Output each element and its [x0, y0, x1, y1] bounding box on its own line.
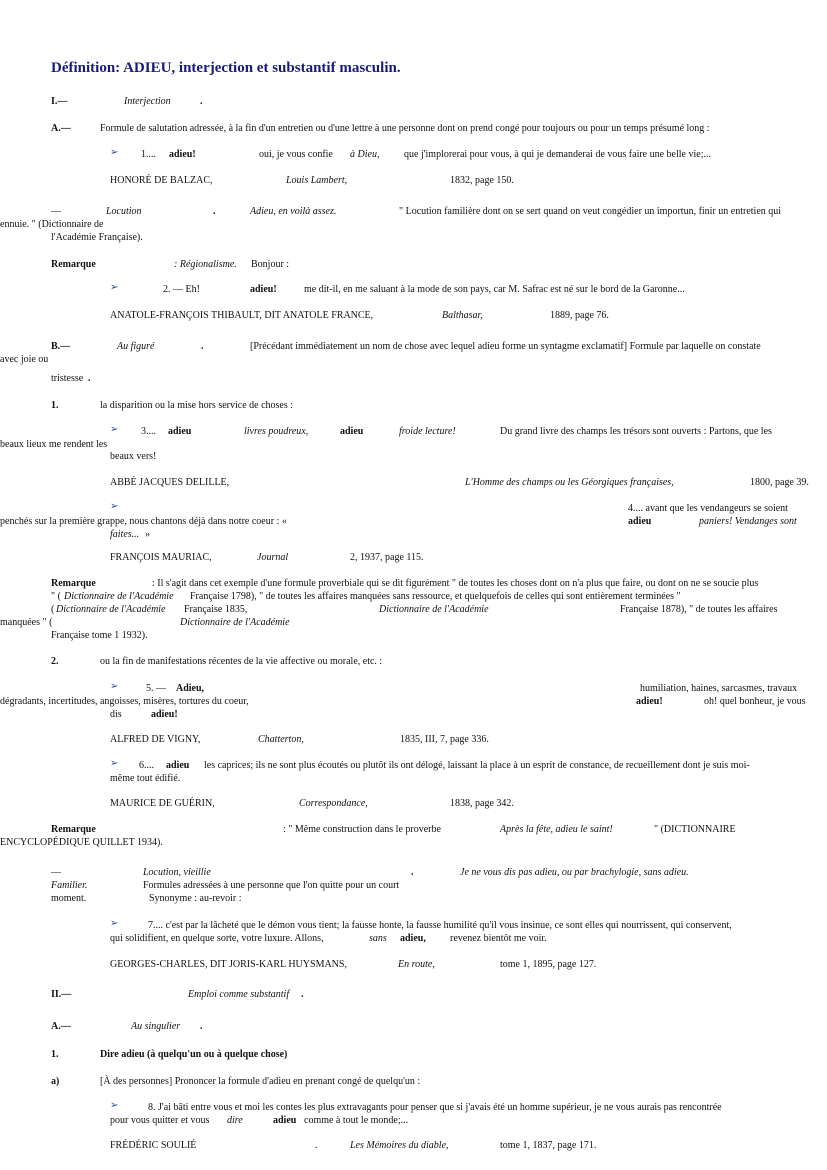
- example-text: que j'implorerai pour vous, à qui je demanderai de vous faire une belle vie;...: [404, 149, 711, 160]
- definition-text: Formule de salutation adressée, à la fin d'un entretien ou d'une lettre à une personne dont on prend congé pour toujours ou pour un temps présumé long :: [100, 123, 710, 134]
- remark-text: Française 1878), " de toutes les affaires: [620, 604, 778, 615]
- example-text: même tout édifié.: [110, 773, 181, 784]
- source-ref: 1800, page 39.: [750, 477, 809, 488]
- locution-dot: .: [213, 206, 216, 217]
- example-keyword: adieu: [273, 1115, 297, 1126]
- example-text: les caprices; ils ne sont plus écoutés ou plutôt ils ont délogé, laissant la place à un esprit de constance, de recueillement dont je suis moi-: [204, 760, 750, 771]
- remark-kind: : Régionalisme.: [174, 259, 237, 270]
- section-number: I.—: [51, 96, 68, 107]
- item-heading: Dire adieu (à quelqu'un ou à quelque chose): [100, 1049, 288, 1060]
- example-italic: froide lecture!: [399, 426, 456, 437]
- source-work: Balthasar,: [442, 310, 483, 321]
- source-ref: 2, 1937, page 115.: [350, 552, 424, 563]
- subsection-number: B.—: [51, 341, 71, 352]
- subsection-number: A.—: [51, 1021, 71, 1032]
- source-work: L'Homme des champs ou les Géorgiques françaises,: [465, 477, 674, 488]
- example-text: me dit-il, en me saluant à la mode de son pays, car M. Safrac est né sur le bord de la Garonne...: [304, 284, 685, 295]
- example-keyword: adieu: [628, 516, 652, 527]
- example-text: humiliation, haines, sarcasmes, travaux: [640, 683, 798, 694]
- example-keyword: adieu: [166, 760, 190, 771]
- subsection-dot: .: [200, 1021, 203, 1032]
- source-ref: 1832, page 150.: [450, 175, 514, 186]
- example-keyword: adieu!: [250, 284, 277, 295]
- remark-text: Française 1798), " de toutes les affaires manquées sans ressource, et quelquefois de celles qui sont entièrement terminées ": [190, 591, 681, 602]
- arrow-bullet-icon: ➢: [110, 282, 119, 293]
- remark-text: " (DICTIONNAIRE: [654, 824, 736, 835]
- arrow-bullet-icon: ➢: [110, 424, 119, 435]
- arrow-bullet-icon: ➢: [110, 1100, 119, 1111]
- example-number: 3....: [141, 426, 156, 437]
- source-work: Correspondance,: [299, 798, 368, 809]
- source-work: Les Mémoires du diable,: [350, 1140, 449, 1151]
- example-italic: dire: [227, 1115, 243, 1126]
- example-text: oh! quel bonheur, je vous: [704, 696, 806, 707]
- arrow-bullet-icon: ➢: [110, 918, 119, 929]
- source-author: MAURICE DE GUÉRIN,: [110, 798, 215, 809]
- synonym-text: Synonyme : au-revoir :: [149, 893, 242, 904]
- definition-text: avec joie ou: [0, 354, 49, 365]
- example-number: 6....: [139, 760, 154, 771]
- remark-label: Remarque: [51, 824, 96, 835]
- source-ref: 1838, page 342.: [450, 798, 514, 809]
- source-author: FRÉDÉRIC SOULIÉ: [110, 1140, 197, 1151]
- section-dot: .: [200, 96, 203, 107]
- remark-italic: Après la fête, adieu le saint!: [500, 824, 613, 835]
- source-author: GEORGES-CHARLES, DIT JORIS-KARL HUYSMANS,: [110, 959, 347, 970]
- example-italic: paniers! Vendanges sont: [699, 516, 797, 527]
- example-text: 8. J'ai bâti entre vous et moi les contes les plus extravagants pour penser que si j'avais été un homme supérieur, je ne vous aurais pas rencontrée: [148, 1102, 722, 1113]
- example-keyword: adieu: [340, 426, 364, 437]
- subsection-number: A.—: [51, 123, 71, 134]
- example-text: »: [145, 529, 150, 540]
- subsection-label: Au figuré: [117, 341, 155, 352]
- example-number: 1....: [141, 149, 156, 160]
- locution-dash: —: [51, 206, 61, 217]
- source-author: ALFRED DE VIGNY,: [110, 734, 201, 745]
- locution-text: " Locution familière dont on se sert quand on veut congédier un importun, finir un entretien qui: [399, 206, 782, 217]
- remark-text: ENCYCLOPÉDIQUE QUILLET 1934).: [0, 837, 163, 848]
- source-work: Chatterton,: [258, 734, 304, 745]
- example-text: qui solidifient, en quelque sorte, votre luxure. Allons,: [110, 933, 324, 944]
- remark-text: Bonjour :: [251, 259, 290, 270]
- definition-text: [Précédant immédiatement un nom de chose avec lequel adieu forme un syntagme exclamatif] Formule par laquelle on constate: [250, 341, 761, 352]
- item-text: la disparition ou la mise hors service de choses :: [100, 400, 294, 411]
- example-text: dis: [110, 709, 122, 720]
- section-label: Interjection: [124, 96, 171, 107]
- example-number: 5. —: [146, 683, 166, 694]
- example-text: beaux lieux me rendent les: [0, 439, 108, 450]
- item-number: 2.: [51, 656, 59, 667]
- example-text: Du grand livre des champs les trésors sont ouverts : Partons, que les: [500, 426, 772, 437]
- remark-text: (: [51, 604, 55, 615]
- locution-label: Locution: [106, 206, 142, 217]
- example-text: 4.... avant que les vendangeurs se soient: [628, 503, 788, 514]
- locution-text: moment.: [51, 893, 87, 904]
- locution-phrase: Adieu, en voilà assez.: [250, 206, 337, 217]
- source-author: ANATOLE-FRANÇOIS THIBAULT, DIT ANATOLE FRANCE,: [110, 310, 374, 321]
- remark-text: : " Même construction dans le proverbe: [283, 824, 441, 835]
- example-keyword: adieu,: [400, 933, 426, 944]
- source-work: Journal: [257, 552, 289, 563]
- source-work: Louis Lambert,: [286, 175, 348, 186]
- source-author: ABBÉ JACQUES DELILLE,: [110, 477, 230, 488]
- example-italic: faites...: [110, 529, 140, 540]
- example-keyword: adieu!: [636, 696, 663, 707]
- source-author: HONORÉ DE BALZAC,: [110, 175, 213, 186]
- item-text: ou la fin de manifestations récentes de la vie affective ou morale, etc. :: [100, 656, 383, 667]
- definition-dot: .: [88, 373, 91, 384]
- source-ref: 1889, page 76.: [550, 310, 609, 321]
- locution-label: Locution, vieillie: [143, 867, 211, 878]
- source-dot: .: [315, 1140, 318, 1151]
- example-number: 2. — Eh!: [163, 284, 200, 295]
- example-italic: sans: [369, 933, 387, 944]
- locution-text: ennuie. " (Dictionnaire de: [0, 219, 104, 230]
- arrow-bullet-icon: ➢: [110, 501, 119, 512]
- example-text: 7.... c'est par la lâcheté que le démon vous tient; la fausse honte, la fausse humilité qu'il vous insinue, ce sont elles qui nourrissent, qui conservent,: [148, 920, 732, 931]
- example-keyword: adieu!: [169, 149, 196, 160]
- locution-text: l'Académie Française).: [51, 232, 143, 243]
- example-keyword: adieu!: [151, 709, 178, 720]
- example-text: revenez bientôt me voir.: [450, 933, 547, 944]
- remark-text: : Il s'agit dans cet exemple d'une formule proverbiale qui se dit figurément " de toutes les choses dont on n'a plus que faire, ou dont on ne se soucie plus: [152, 578, 759, 589]
- example-text: beaux vers!: [110, 451, 157, 462]
- remark-italic: Dictionnaire de l'Académie: [56, 604, 166, 615]
- item-number: 1.: [51, 1049, 59, 1060]
- source-author: FRANÇOIS MAURIAC,: [110, 552, 212, 563]
- example-keyword: adieu: [168, 426, 192, 437]
- source-ref: 1835, III, 7, page 336.: [400, 734, 489, 745]
- item-number: 1.: [51, 400, 59, 411]
- locution-dash: —: [51, 867, 61, 878]
- definition-text: tristesse: [51, 373, 84, 384]
- arrow-bullet-icon: ➢: [110, 758, 119, 769]
- source-ref: tome 1, 1837, page 171.: [500, 1140, 597, 1151]
- item-text: [À des personnes] Prononcer la formule d'adieu en prenant congé de quelqu'un :: [100, 1076, 421, 1087]
- remark-text: " (: [51, 591, 61, 602]
- remark-label: Remarque: [51, 578, 96, 589]
- locution-text: Formules adressées à une personne que l'on quitte pour un court: [143, 880, 400, 891]
- section-number: II.—: [51, 989, 72, 1000]
- section-label: Emploi comme substantif: [188, 989, 290, 1000]
- example-text: oui, je vous confie: [259, 149, 333, 160]
- subsection-label: Au singulier: [131, 1021, 181, 1032]
- example-text: comme à tout le monde;...: [304, 1115, 409, 1126]
- arrow-bullet-icon: ➢: [110, 681, 119, 692]
- page-title: Définition: ADIEU, interjection et substantif masculin.: [51, 60, 401, 76]
- section-dot: .: [301, 989, 304, 1000]
- remark-italic: Dictionnaire de l'Académie: [379, 604, 489, 615]
- remark-text: Française 1835,: [184, 604, 248, 615]
- locution-register: Familier.: [51, 880, 88, 891]
- remark-italic: Dictionnaire de l'Académie: [180, 617, 290, 628]
- remark-label: Remarque: [51, 259, 96, 270]
- subsection-dot: .: [201, 341, 204, 352]
- remark-text: manquées " (: [0, 617, 53, 628]
- remark-text: Française tome 1 1932).: [51, 630, 148, 641]
- source-work: En route,: [398, 959, 435, 970]
- remark-italic: Dictionnaire de l'Académie: [64, 591, 174, 602]
- locution-dot: .: [411, 867, 414, 878]
- example-keyword: Adieu,: [176, 683, 205, 694]
- locution-phrase: Je ne vous dis pas adieu, ou par brachylogie, sans adieu.: [460, 867, 689, 878]
- arrow-bullet-icon: ➢: [110, 147, 119, 158]
- example-italic: à Dieu,: [350, 149, 380, 160]
- example-text: pour vous quitter et vous: [110, 1115, 210, 1126]
- example-text: penchés sur la première grappe, nous chantons déjà dans notre coeur : «: [0, 516, 287, 527]
- item-letter: a): [51, 1076, 60, 1087]
- example-text: dégradants, incertitudes, angoisses, misères, tortures du coeur,: [0, 696, 249, 707]
- source-ref: tome 1, 1895, page 127.: [500, 959, 597, 970]
- example-italic: livres poudreux,: [244, 426, 309, 437]
